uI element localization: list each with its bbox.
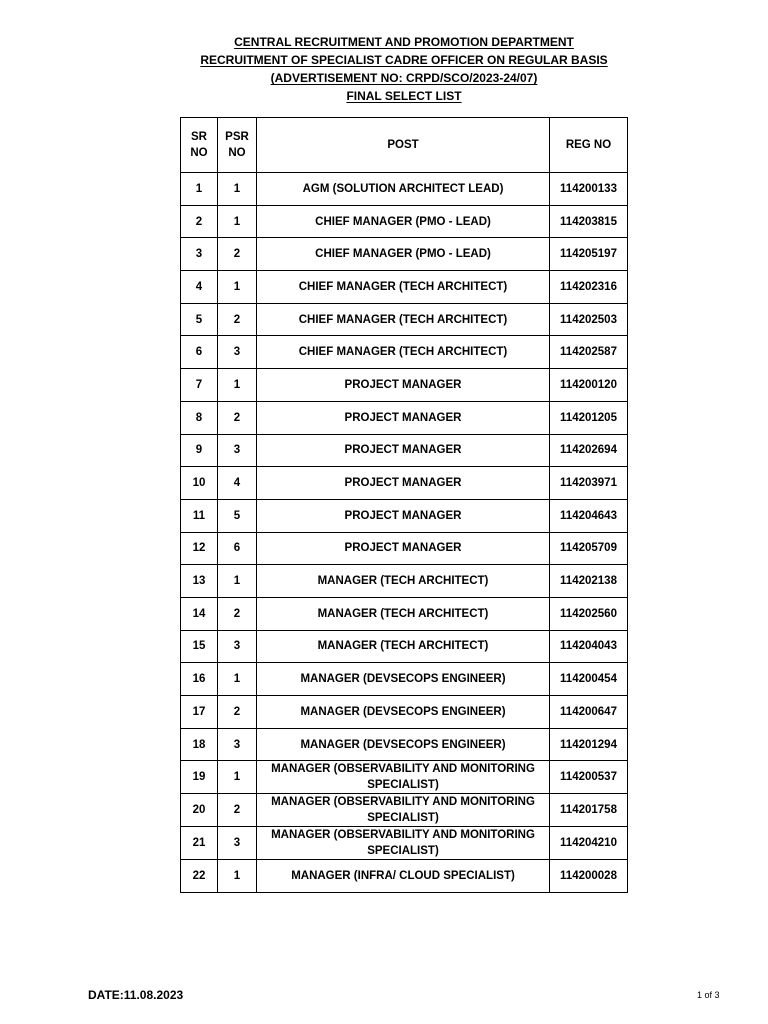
column-header-post: POST bbox=[257, 118, 550, 173]
reg-no-cell: 114201294 bbox=[550, 728, 628, 761]
table-header bbox=[181, 118, 628, 173]
psr-no-cell: 5 bbox=[218, 499, 257, 532]
reg-no-cell: 114202587 bbox=[550, 336, 628, 369]
psr-no-cell: 2 bbox=[218, 401, 257, 434]
reg-no-cell: 114204210 bbox=[550, 827, 628, 860]
psr-header-line1: PSR bbox=[225, 131, 249, 143]
reg-no-cell: 114205197 bbox=[550, 238, 628, 271]
post-cell: CHIEF MANAGER (PMO - LEAD) bbox=[257, 238, 550, 271]
post-cell: MANAGER (TECH ARCHITECT) bbox=[257, 565, 550, 598]
post-cell: CHIEF MANAGER (TECH ARCHITECT) bbox=[257, 271, 550, 304]
final-select-list-table bbox=[180, 117, 628, 893]
table-row bbox=[181, 696, 628, 729]
document-header bbox=[0, 33, 768, 105]
column-header-reg-no: REG NO bbox=[550, 118, 628, 173]
table-row bbox=[181, 205, 628, 238]
sr-no-cell: 3 bbox=[181, 238, 218, 271]
table-row bbox=[181, 499, 628, 532]
post-cell: MANAGER (OBSERVABILITY AND MONITORING SPECIALIST) bbox=[257, 761, 550, 794]
psr-no-cell: 6 bbox=[218, 532, 257, 565]
post-cell: PROJECT MANAGER bbox=[257, 532, 550, 565]
sr-no-cell: 2 bbox=[181, 205, 218, 238]
header-row bbox=[181, 118, 628, 173]
reg-no-cell: 114200537 bbox=[550, 761, 628, 794]
table-row bbox=[181, 597, 628, 630]
psr-header-line2: NO bbox=[228, 147, 246, 159]
reg-no-cell: 114202560 bbox=[550, 597, 628, 630]
sr-no-cell: 9 bbox=[181, 434, 218, 467]
psr-no-cell: 3 bbox=[218, 336, 257, 369]
post-cell: PROJECT MANAGER bbox=[257, 434, 550, 467]
sr-no-cell: 22 bbox=[181, 860, 218, 893]
post-cell: CHIEF MANAGER (TECH ARCHITECT) bbox=[257, 303, 550, 336]
psr-no-cell: 2 bbox=[218, 597, 257, 630]
post-cell: MANAGER (DEVSECOPS ENGINEER) bbox=[257, 728, 550, 761]
post-cell: MANAGER (DEVSECOPS ENGINEER) bbox=[257, 696, 550, 729]
sr-no-cell: 20 bbox=[181, 794, 218, 827]
psr-no-cell: 1 bbox=[218, 565, 257, 598]
sr-no-cell: 10 bbox=[181, 467, 218, 500]
reg-no-cell: 114204643 bbox=[550, 499, 628, 532]
sr-no-cell: 6 bbox=[181, 336, 218, 369]
recruitment-title: RECRUITMENT OF SPECIALIST CADRE OFFICER ON REGULAR BASIS bbox=[200, 53, 608, 67]
sr-no-cell: 5 bbox=[181, 303, 218, 336]
table-row bbox=[181, 336, 628, 369]
post-cell: PROJECT MANAGER bbox=[257, 401, 550, 434]
table-row bbox=[181, 663, 628, 696]
post-cell: MANAGER (TECH ARCHITECT) bbox=[257, 630, 550, 663]
column-header-sr-no bbox=[181, 118, 218, 173]
psr-no-cell: 1 bbox=[218, 369, 257, 402]
reg-no-cell: 114205709 bbox=[550, 532, 628, 565]
table-row bbox=[181, 860, 628, 893]
post-cell: PROJECT MANAGER bbox=[257, 499, 550, 532]
psr-no-cell: 2 bbox=[218, 303, 257, 336]
reg-no-cell: 114200028 bbox=[550, 860, 628, 893]
sr-no-cell: 19 bbox=[181, 761, 218, 794]
advertisement-number: (ADVERTISEMENT NO: CRPD/SCO/2023-24/07) bbox=[270, 71, 538, 85]
post-cell: MANAGER (INFRA/ CLOUD SPECIALIST) bbox=[257, 860, 550, 893]
table-row bbox=[181, 369, 628, 402]
table-row bbox=[181, 728, 628, 761]
sr-no-cell: 21 bbox=[181, 827, 218, 860]
psr-no-cell: 2 bbox=[218, 696, 257, 729]
sr-no-cell: 4 bbox=[181, 271, 218, 304]
reg-no-cell: 114203815 bbox=[550, 205, 628, 238]
table-row bbox=[181, 565, 628, 598]
post-cell: MANAGER (DEVSECOPS ENGINEER) bbox=[257, 663, 550, 696]
psr-no-cell: 1 bbox=[218, 205, 257, 238]
post-cell: CHIEF MANAGER (PMO - LEAD) bbox=[257, 205, 550, 238]
reg-no-cell: 114200133 bbox=[550, 173, 628, 206]
table-row bbox=[181, 827, 628, 860]
sr-no-cell: 1 bbox=[181, 173, 218, 206]
table-body bbox=[181, 173, 628, 893]
post-cell: PROJECT MANAGER bbox=[257, 369, 550, 402]
psr-no-cell: 1 bbox=[218, 173, 257, 206]
psr-no-cell: 3 bbox=[218, 434, 257, 467]
table-row bbox=[181, 173, 628, 206]
sr-no-cell: 17 bbox=[181, 696, 218, 729]
reg-no-cell: 114200454 bbox=[550, 663, 628, 696]
table-row bbox=[181, 238, 628, 271]
document-date: DATE:11.08.2023 bbox=[88, 988, 184, 1002]
list-title: FINAL SELECT LIST bbox=[346, 89, 462, 103]
psr-no-cell: 2 bbox=[218, 794, 257, 827]
psr-no-cell: 3 bbox=[218, 728, 257, 761]
post-cell: MANAGER (TECH ARCHITECT) bbox=[257, 597, 550, 630]
psr-no-cell: 3 bbox=[218, 827, 257, 860]
sr-no-cell: 15 bbox=[181, 630, 218, 663]
post-cell: MANAGER (OBSERVABILITY AND MONITORING SPECIALIST) bbox=[257, 794, 550, 827]
post-cell: CHIEF MANAGER (TECH ARCHITECT) bbox=[257, 336, 550, 369]
sr-no-cell: 12 bbox=[181, 532, 218, 565]
post-cell: MANAGER (OBSERVABILITY AND MONITORING SPECIALIST) bbox=[257, 827, 550, 860]
psr-no-cell: 4 bbox=[218, 467, 257, 500]
psr-no-cell: 1 bbox=[218, 663, 257, 696]
sr-header-line2: NO bbox=[190, 147, 208, 159]
reg-no-cell: 114202694 bbox=[550, 434, 628, 467]
psr-no-cell: 3 bbox=[218, 630, 257, 663]
department-title: CENTRAL RECRUITMENT AND PROMOTION DEPARTMENT bbox=[234, 35, 574, 49]
reg-no-cell: 114204043 bbox=[550, 630, 628, 663]
reg-no-cell: 114201205 bbox=[550, 401, 628, 434]
psr-no-cell: 1 bbox=[218, 860, 257, 893]
table-row bbox=[181, 761, 628, 794]
sr-no-cell: 8 bbox=[181, 401, 218, 434]
reg-no-cell: 114202503 bbox=[550, 303, 628, 336]
post-cell: PROJECT MANAGER bbox=[257, 467, 550, 500]
table-row bbox=[181, 401, 628, 434]
psr-no-cell: 1 bbox=[218, 761, 257, 794]
table-row bbox=[181, 303, 628, 336]
reg-no-cell: 114203971 bbox=[550, 467, 628, 500]
column-header-psr-no bbox=[218, 118, 257, 173]
table-row bbox=[181, 630, 628, 663]
sr-no-cell: 16 bbox=[181, 663, 218, 696]
table-row bbox=[181, 794, 628, 827]
sr-no-cell: 14 bbox=[181, 597, 218, 630]
sr-no-cell: 18 bbox=[181, 728, 218, 761]
psr-no-cell: 2 bbox=[218, 238, 257, 271]
table-row bbox=[181, 467, 628, 500]
reg-no-cell: 114201758 bbox=[550, 794, 628, 827]
reg-no-cell: 114202316 bbox=[550, 271, 628, 304]
table-row bbox=[181, 271, 628, 304]
sr-no-cell: 7 bbox=[181, 369, 218, 402]
page-number: 1 of 3 bbox=[697, 990, 720, 1000]
sr-no-cell: 11 bbox=[181, 499, 218, 532]
sr-header-line1: SR bbox=[191, 131, 207, 143]
reg-no-cell: 114200647 bbox=[550, 696, 628, 729]
reg-no-cell: 114200120 bbox=[550, 369, 628, 402]
post-cell: AGM (SOLUTION ARCHITECT LEAD) bbox=[257, 173, 550, 206]
reg-no-cell: 114202138 bbox=[550, 565, 628, 598]
table-row bbox=[181, 434, 628, 467]
psr-no-cell: 1 bbox=[218, 271, 257, 304]
table-row bbox=[181, 532, 628, 565]
sr-no-cell: 13 bbox=[181, 565, 218, 598]
